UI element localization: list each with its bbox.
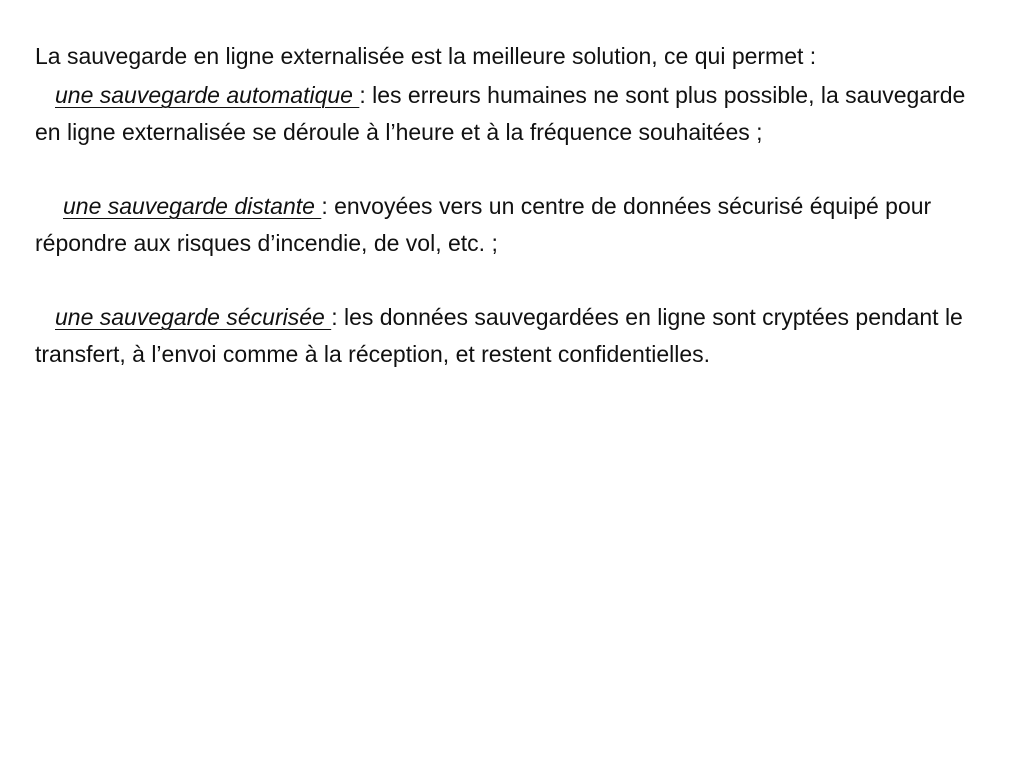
intro-paragraph: La sauvegarde en ligne externalisée est la meilleure solution, ce qui permet : — [35, 43, 817, 69]
slide-content — [35, 38, 985, 373]
term-automatic: une sauvegarde automatique — [55, 82, 360, 108]
list-item-automatic — [35, 77, 985, 151]
term-secure: une sauvegarde sécurisée — [55, 304, 332, 330]
list-item-remote — [35, 188, 985, 262]
description-automatic: : les erreurs humaines ne sont plus possible, la sauvegarde en ligne externalisée se déroule à l’heure et à la fréquence souhaitées ; — [35, 82, 966, 145]
description-remote: : envoyées vers un centre de données sécurisé équipé pour répondre aux risques d’incendie, de vol, etc. ; — [35, 193, 932, 256]
list-item-secure — [35, 299, 985, 373]
description-secure: : les données sauvegardées en ligne sont cryptées pendant le transfert, à l’envoi comme à la réception, et restent confidentielles. — [35, 304, 963, 367]
term-remote: une sauvegarde distante — [63, 193, 322, 219]
